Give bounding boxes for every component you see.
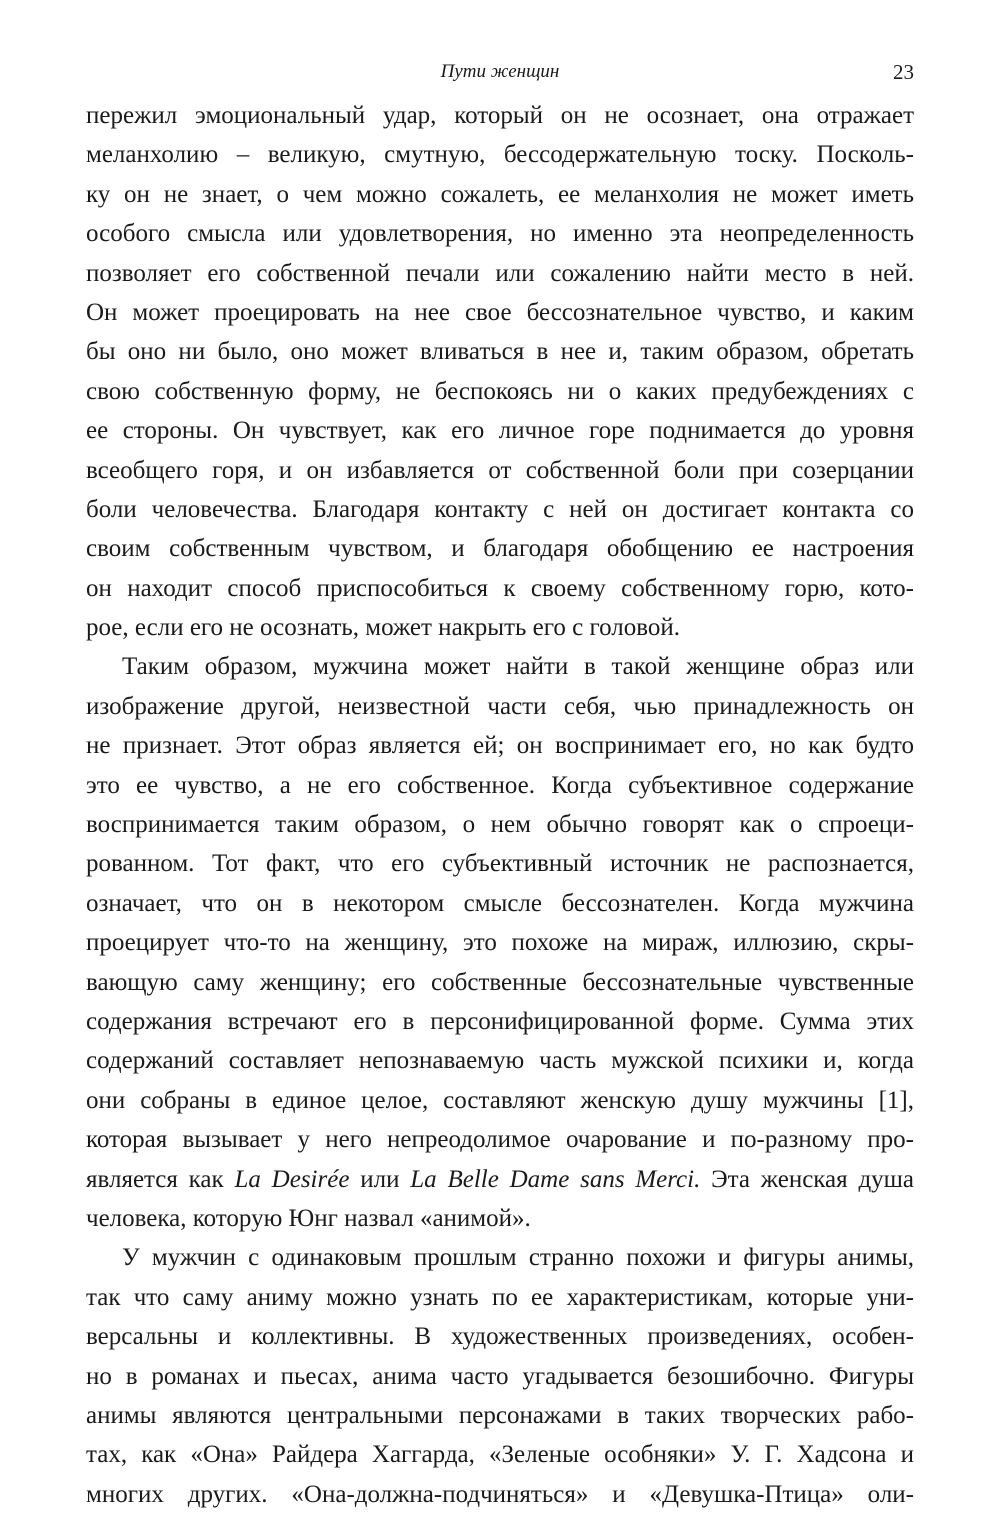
text-line: изображение другой, неизвестной части себя, чью принадлежность он bbox=[86, 692, 914, 720]
text-line: анимы являются центральными персонажами в таких творческих рабо- bbox=[86, 1401, 914, 1429]
text-line: многих других. «Она-должна-подчиняться» и «Девушка-Птица» оли- bbox=[86, 1480, 914, 1508]
text-segment: или bbox=[349, 1165, 411, 1193]
body-text bbox=[86, 96, 914, 1514]
running-title: Пути женщин bbox=[440, 61, 560, 82]
text-line: означает, что он в некотором смысле бессознателен. Когда мужчина bbox=[86, 889, 914, 917]
text-line: ее стороны. Он чувствует, как его личное горе поднимается до уровня bbox=[86, 417, 914, 445]
text-line: проецирует что-то на женщину, это похоже на мираж, иллюзию, скры- bbox=[86, 929, 914, 957]
text-line: своим собственным чувством, и благодаря обобщению ее настроения bbox=[86, 535, 914, 563]
text-segment: Эта женская душа bbox=[700, 1165, 915, 1193]
text-line: всеобщего горя, и он избавляется от собственной боли при созерцании bbox=[86, 456, 914, 484]
italic-title: La Desirée bbox=[234, 1165, 350, 1193]
running-header bbox=[86, 58, 914, 88]
text-line: но в романах и пьесах, анима часто угадывается безошибочно. Фигуры bbox=[86, 1362, 914, 1390]
text-line: тах, как «Она» Райдера Хаггарда, «Зеленые особняки» У. Г. Хадсона и bbox=[86, 1441, 914, 1469]
text-line: рое, если его не осознать, может накрыть его с головой. bbox=[86, 614, 681, 642]
text-line: У мужчин с одинаковым прошлым странно похожи и фигуры анимы, bbox=[122, 1244, 914, 1272]
text-line: воспринимается таким образом, о нем обычно говорят как о спроеци- bbox=[86, 811, 914, 839]
text-line: свою собственную форму, не беспокоясь ни о каких предубеждениях с bbox=[86, 377, 914, 405]
italic-title: La Belle Dame sans Merci. bbox=[410, 1165, 701, 1193]
text-line: пережил эмоциональный удар, который он не осознает, она отражает bbox=[86, 102, 914, 129]
text-line: ку он не знает, о чем можно сожалеть, ее меланхолия не может иметь bbox=[86, 180, 914, 208]
text-line: это ее чувство, а не его собственное. Когда субъективное содержание bbox=[86, 771, 914, 799]
text-line: содержаний составляет непознаваемую часть мужской психики и, когда bbox=[86, 1047, 914, 1075]
text-line: версальны и коллективны. В художественных произведениях, особен- bbox=[86, 1323, 914, 1351]
text-line: меланхолию – великую, смутную, бессодержательную тоску. Посколь- bbox=[86, 141, 914, 169]
text-line: Он может проецировать на нее свое бессознательное чувство, и каким bbox=[86, 298, 914, 326]
text-line: не признает. Этот образ является ей; он воспринимает его, но как будто bbox=[86, 732, 914, 760]
text-line-with-titles bbox=[86, 1160, 914, 1199]
page-number: 23 bbox=[893, 60, 914, 84]
text-line: рованном. Тот факт, что его субъективный источник не распознается, bbox=[86, 850, 914, 878]
text-line: так что саму аниму можно узнать по ее характеристикам, которые уни- bbox=[86, 1283, 914, 1311]
text-line: вающую саму женщину; его собственные бессознательные чувственные bbox=[86, 968, 914, 996]
text-line: содержания встречают его в персонифицированной форме. Сумма этих bbox=[86, 1007, 914, 1035]
text-line: особого смысла или удовлетворения, но именно эта неопределенность bbox=[86, 220, 914, 248]
text-line: которая вызывает у него непреодолимое очарование и по-разному про- bbox=[86, 1126, 914, 1154]
text-line: человека, которую Юнг назвал «анимой». bbox=[86, 1204, 531, 1232]
text-line: он находит способ приспособиться к своему собственному горю, кото- bbox=[86, 574, 914, 602]
text-segment: является как bbox=[86, 1165, 235, 1193]
text-line: боли человечества. Благодаря контакту с ней он достигает контакта со bbox=[86, 495, 914, 523]
text-line: они собраны в единое целое, составляют женскую душу мужчины [1], bbox=[86, 1086, 914, 1114]
text-line: бы оно ни было, оно может вливаться в нее и, таким образом, обретать bbox=[86, 338, 914, 366]
text-line: позволяет его собственной печали или сожалению найти место в ней. bbox=[86, 259, 914, 287]
text-line: Таким образом, мужчина может найти в такой женщине образ или bbox=[122, 653, 914, 681]
